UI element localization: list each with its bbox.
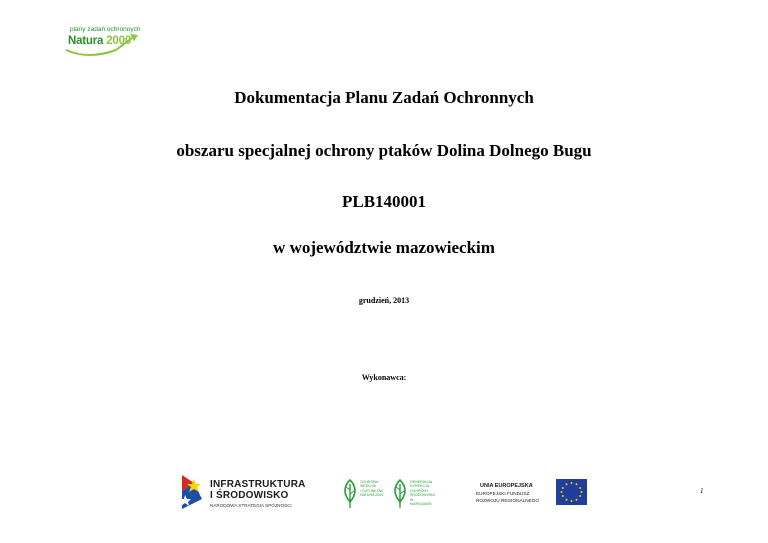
leaf-logo-1-text — [360, 480, 384, 498]
leaf-logo-1 — [340, 476, 384, 512]
leaf-logo-2-line: W WARSZAWIE — [410, 497, 432, 507]
logo-brand-word: Natura — [68, 35, 104, 47]
infrastruktura-srodowisko-logo — [180, 473, 320, 513]
infrastructure-line-2: I ŚRODOWISKO — [210, 490, 289, 501]
leaf-logo-1-line: NATURA 2000 — [360, 493, 384, 498]
logo-brand-number: 2000 — [106, 35, 132, 47]
leaf-logo-1-line: OCHRONA — [360, 480, 379, 484]
infrastructure-star-icon — [180, 473, 206, 511]
leaf-logo-2-text — [410, 480, 434, 506]
title-line-1: Dokumentacja Planu Zadań Ochronnych — [234, 88, 534, 107]
eu-line-2: EUROPEJSKI FUNDUSZ — [476, 491, 530, 496]
leaf-logo-1-line: SIEDLISK — [360, 484, 377, 489]
eu-line-3: ROZWOJU REGIONALNEGO — [476, 498, 540, 503]
leaf-logo-2-line: GENERALNA — [410, 480, 433, 484]
logo-tagline: plany zadań ochronnych — [70, 26, 141, 33]
leaf-logo-2-line: DYREKCJA — [410, 484, 430, 489]
leaf-logo-1-line: I GATUNKÓW — [360, 488, 383, 493]
eu-stars-icon — [556, 479, 587, 505]
eu-flag-icon — [556, 479, 587, 505]
contractor-label: Wykonawca: — [361, 373, 407, 382]
page-number: 1 — [700, 487, 704, 495]
title-line-4: w województwie mazowieckim — [273, 238, 495, 257]
leaf-logo-2-line: OCHRONY — [410, 488, 429, 493]
logo-brand — [68, 35, 131, 47]
eu-line-1: UNIA EUROPEJSKA — [480, 483, 533, 489]
natura-2000-logo — [58, 26, 148, 62]
eu-logo — [470, 476, 592, 510]
infrastructure-line-1: INFRASTRUKTURA — [210, 479, 306, 490]
title-line-2: obszaru specjalnej ochrony ptaków Dolina Dolnego Bugu — [176, 141, 592, 160]
site-code: PLB140001 — [341, 192, 427, 211]
leaf-icon — [390, 476, 410, 512]
leaf-logo-2-line: ŚRODOWISKA — [410, 493, 435, 498]
leaf-logo-2 — [390, 476, 434, 512]
footer-logos — [0, 468, 768, 518]
document-date: grudzień, 2013 — [358, 296, 410, 305]
infrastructure-line-3: NARODOWA STRATEGIA SPÓJNOŚCI — [210, 503, 292, 508]
leaf-icon — [340, 476, 360, 512]
